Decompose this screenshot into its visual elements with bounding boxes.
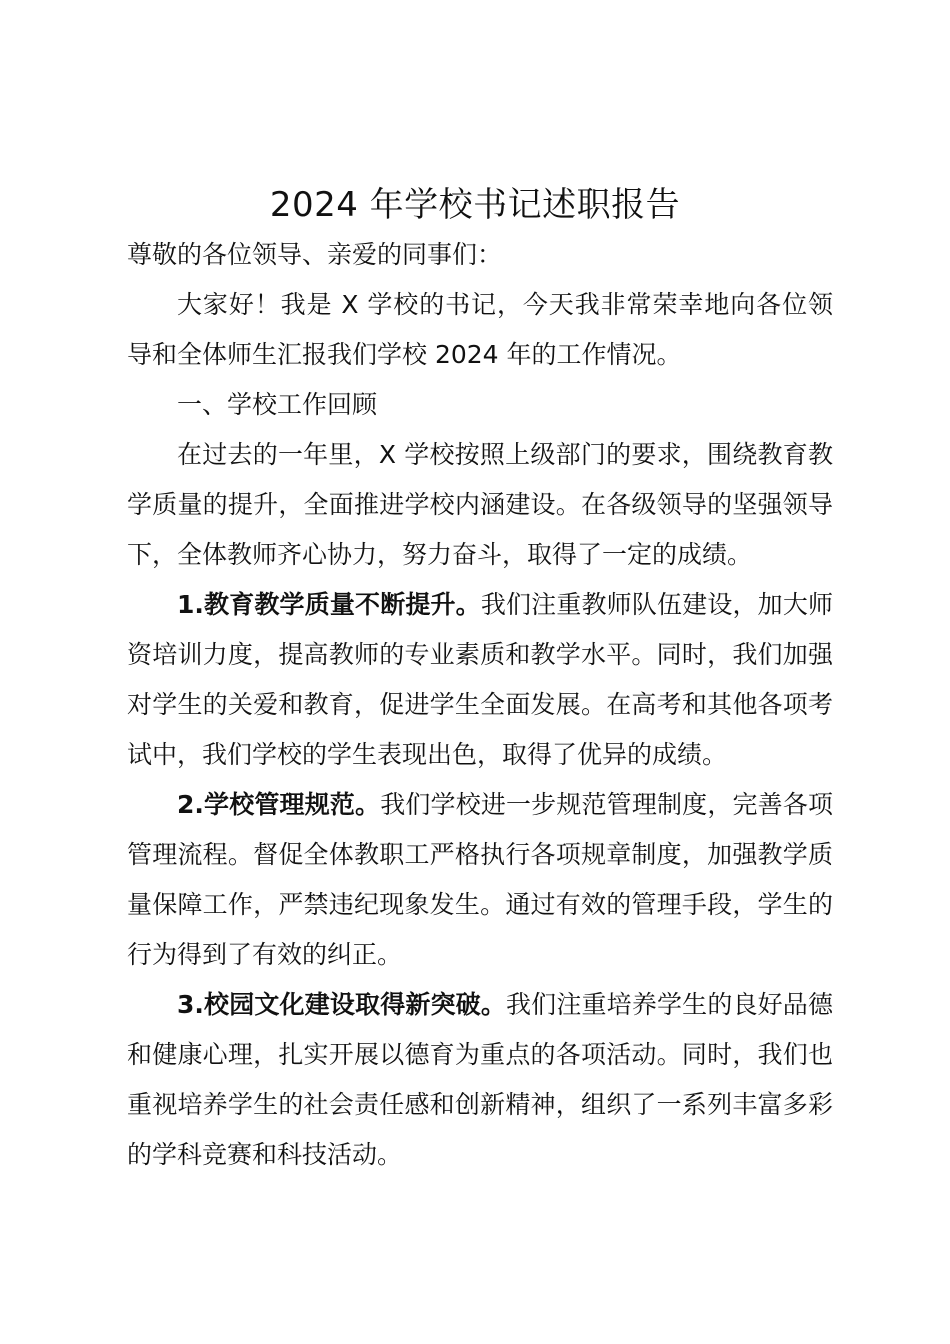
paragraph-culture: [127, 980, 833, 1180]
item-heading: 1.教育教学质量不断提升。: [177, 590, 481, 619]
paragraph-text: 大家好！我是 X 学校的书记，今天我非常荣幸地向各位领导和全体师生汇报我们学校 2024 年的工作情况。: [127, 290, 833, 369]
document-title: 2024 年学校书记述职报告: [269, 185, 681, 225]
paragraph-teaching-quality: [127, 580, 833, 780]
item-heading: 2.学校管理规范。: [177, 790, 381, 819]
paragraph-greeting: [127, 280, 833, 380]
paragraph-text: 在过去的一年里，X 学校按照上级部门的要求，围绕教育教学质量的提升，全面推进学校内涵建设。在各级领导的坚强领导下，全体教师齐心协力，努力奋斗，取得了一定的成绩。: [127, 440, 833, 569]
paragraph-text: 我们注重培养学生的良好品德和健康心理，扎实开展以德育为重点的各项活动。同时，我们也重视培养学生的社会责任感和创新精神，组织了一系列丰富多彩的学科竞赛和科技活动。: [127, 990, 833, 1169]
paragraph-overview: [127, 430, 833, 580]
salutation: 尊敬的各位领导、亲爱的同事们：: [127, 240, 503, 269]
paragraph-management: [127, 780, 833, 980]
paragraph-text: 我们学校进一步规范管理制度，完善各项管理流程。督促全体教职工严格执行各项规章制度，加强教学质量保障工作，严禁违纪现象发生。通过有效的管理手段，学生的行为得到了有效的纠正。: [127, 790, 833, 969]
item-heading: 3.校园文化建设取得新突破。: [177, 990, 507, 1019]
section-heading-text: 一、学校工作回顾: [177, 390, 378, 419]
section-heading-review: [127, 380, 833, 430]
paragraph-text: 我们注重教师队伍建设，加大师资培训力度，提高教师的专业素质和教学水平。同时，我们加强对学生的关爱和教育，促进学生全面发展。在高考和其他各项考试中，我们学校的学生表现出色，取得了优异的成绩。: [127, 590, 833, 769]
document-body: [127, 230, 833, 1180]
